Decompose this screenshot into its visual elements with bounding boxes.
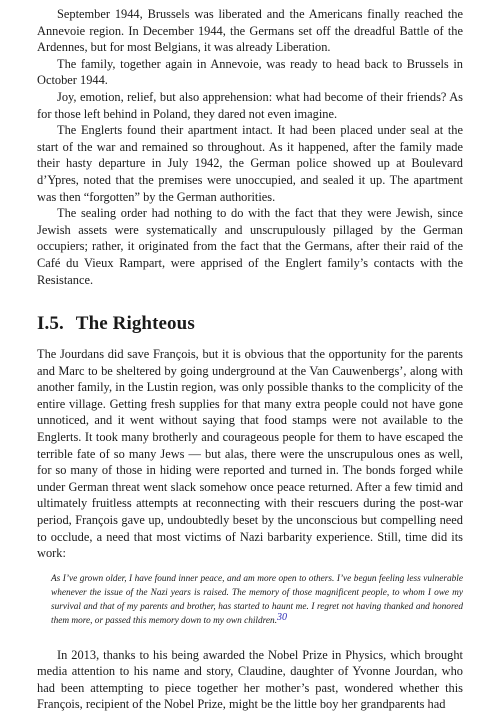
paragraph-joy-emotion: Joy, emotion, relief, but also apprehension: what had become of their friends? As for those left behind in Poland, they dared not even imagine.	[37, 89, 463, 121]
quote-text: As I’ve grown older, I have found inner peace, and am more open to others. I’ve begun feeling less vulnerable whenever the issue of the Nazi years is raised. The memory of those magnificent people, to whom I owe my survival and that of my parents and brother, has started to haunt me. I regret not having thanked and honored them more, or passed this memory down to my own children.	[51, 573, 463, 627]
paragraph-sealing-order: The sealing order had nothing to do with the fact that they were Jewish, since Jewish assets were systematically and unscrupulously pillaged by the German occupiers; rather, it originated from the fact that the Germans, after their raid of the Café du Vieux Rampart, were apprised of the Englert family’s contacts with the Resistance.	[37, 206, 463, 287]
paragraph-apartment-intact: The Englerts found their apartment intact. It had been placed under seal at the start of the war and remained so throughout. As it happened, after the family made their hasty departure in July 1942, the German police showed up at Boulevard d’Ypres, noted that the premises were unoccupied, and sealed it up. The apartment was then “forgotten” by the German authorities.	[37, 123, 463, 204]
paragraph-righteous: The Jourdans did save François, but it is obvious that the opportunity for the parents and Marc to be sheltered by going underground at the Van Cauwenbergs’, along with another family, in the Lustin region, was only possible thanks to the complicity of the entire village. Getting fresh supplies for that many extra people could not have gone unnoticed, and it went without saying that food stamps were not available to the Englerts. It took many brotherly and courageous people for them to have escaped the terrible fate of so many Jews — but alas, there were the unscrupulous ones as well, for so many of those in hiding were reported and turned in. The bonds forged while under German threat went slack somehow once peace returned. After a few timid and ultimately fruitless attempts at reconnecting with their rescuers during the post-war period, François gave up, undoubtedly beset by the unconscious but compelling need to occlude, a need that most victims of Nazi barbarity experience. Still, time did its work:	[37, 347, 463, 561]
paragraph-family-return: The family, together again in Annevoie, was ready to head back to Brussels in October 1944.	[37, 56, 463, 88]
paragraph-liberation: September 1944, Brussels was liberated and the Americans finally reached the Annevoie region. In December 1944, the Germans set off the dreadful Battle of the Ardennes, but for most Belgians, it was already Liberation.	[37, 7, 463, 55]
document-page	[37, 6, 463, 713]
paragraph-nobel: In 2013, thanks to his being awarded the Nobel Prize in Physics, which brought media attention to his name and story, Claudine, daughter of Yvonne Jourdan, who had been attempting to piece together her mother’s past, wondered whether this François, recipient of the Nobel Prize, might be the little boy her grandparents had	[37, 647, 463, 712]
footnote-link[interactable]: 30	[277, 612, 288, 624]
section-number: I.5.	[37, 313, 64, 335]
block-quote	[51, 572, 463, 629]
section-title: The Righteous	[75, 313, 195, 335]
section-heading	[37, 312, 463, 336]
